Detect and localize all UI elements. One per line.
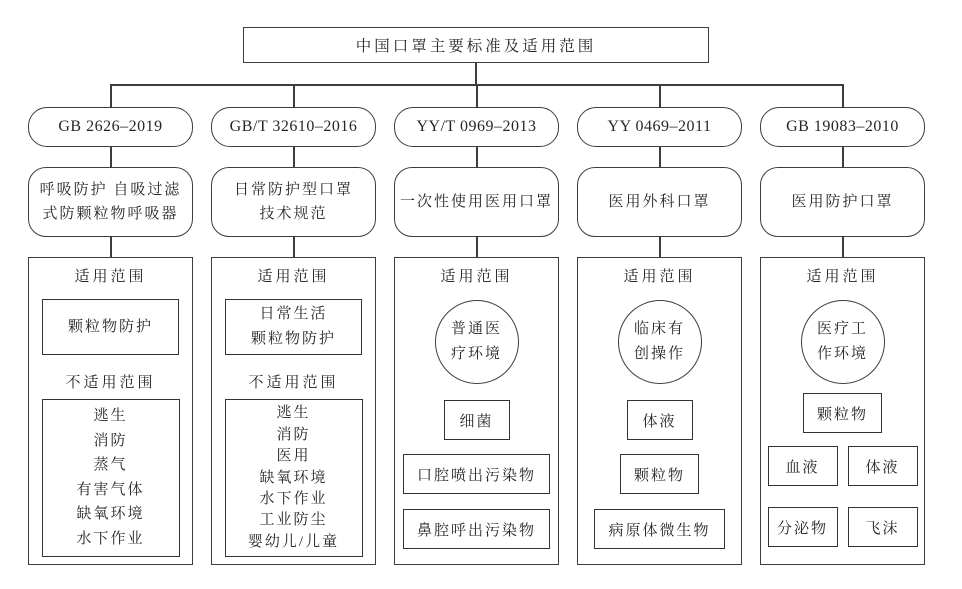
scope-container [577,257,742,565]
protection-item-box: 颗粒物 [620,454,699,494]
column-gb19083 [760,85,925,565]
not-scope-item: 婴幼儿/儿童 [247,533,340,550]
environment-circle [618,300,702,384]
standard-code: YY 0469–2011 [607,118,712,135]
not-scope-label: 不适用范围 [248,375,339,391]
standard-name-box [394,167,559,237]
scope-container [211,257,376,565]
connector-vertical [110,237,112,257]
scope-label: 适用范围 [806,269,879,285]
standards-columns [28,85,925,565]
standard-name-line: 医用外科口罩 [608,194,711,210]
protection-item-box: 分泌物 [768,507,838,547]
standard-name-line: 技术规范 [259,206,328,222]
circle-line: 创操作 [633,346,685,362]
connector-vertical [293,237,295,257]
not-scope-item: 医用 [276,448,311,465]
not-scope-item: 消防 [276,426,311,443]
protection-item-box: 颗粒物 [803,393,882,433]
standard-name-line: 日常防护型口罩 [233,182,353,198]
standard-code-pill [760,107,925,147]
standard-name-line: 式防颗粒物呼吸器 [42,206,179,222]
scope-line: 颗粒物防护 [67,318,153,335]
scope-box [42,299,179,355]
protection-item-box: 体液 [627,400,693,440]
scope-line: 颗粒物防护 [250,331,336,347]
connector-vertical [659,237,661,257]
scope-box [225,299,362,355]
column-gbt32610 [211,85,376,565]
connector-drop [110,85,112,107]
diagram-title: 中国口罩主要标准及适用范围 [355,38,597,55]
standard-name-line: 医用防护口罩 [791,194,894,210]
protection-item-box: 血液 [768,446,838,486]
not-scope-item: 逃生 [93,408,128,425]
connector-vertical [659,147,661,167]
circle-line: 作环境 [816,346,868,362]
circle-line: 普通医 [450,321,502,337]
connector-vertical [476,147,478,167]
column-gb2626 [28,85,193,565]
circle-line: 疗环境 [450,346,502,362]
environment-circle [435,300,519,384]
not-scope-label: 不适用范围 [65,375,156,391]
not-scope-item: 有害气体 [76,481,145,498]
connector-vertical [842,147,844,167]
standard-code-pill [394,107,559,147]
diagram-title-box [243,27,709,63]
standard-code: YY/T 0969–2013 [416,118,537,135]
connector-drop [659,85,661,107]
not-scope-box [42,399,180,557]
scope-label: 适用范围 [440,269,513,285]
connector-vertical [293,147,295,167]
protection-item-box: 鼻腔呼出污染物 [403,509,550,549]
scope-line: 日常生活 [259,306,328,322]
protection-item-box: 体液 [848,446,918,486]
not-scope-item: 蒸气 [93,457,128,474]
not-scope-item: 缺氧环境 [76,506,145,523]
standard-name-box [760,167,925,237]
protection-item-box: 飞沫 [848,507,918,547]
circle-line: 临床有 [633,321,685,337]
standard-name-box [211,167,376,237]
connector-title-drop [475,62,477,85]
scope-label: 适用范围 [74,269,147,285]
standard-name-line: 一次性使用医用口罩 [399,194,553,210]
not-scope-box [225,399,363,557]
standard-code: GB 2626–2019 [58,118,163,135]
standard-code-pill [28,107,193,147]
protection-item-box: 病原体微生物 [594,509,724,549]
standard-code-pill [577,107,742,147]
scope-label: 适用范围 [257,269,330,285]
scope-label: 适用范围 [623,269,696,285]
standard-name-box [577,167,742,237]
protection-item-box: 口腔喷出污染物 [403,454,550,494]
scope-container [394,257,559,565]
not-scope-item: 工业防尘 [259,512,328,529]
standard-name-line: 呼吸防护 自吸过滤 [39,182,182,198]
environment-circle [801,300,885,384]
not-scope-item: 消防 [93,432,128,449]
standard-name-box [28,167,193,237]
connector-drop [842,85,844,107]
connector-drop [476,85,478,107]
standard-code: GB 19083–2010 [786,118,899,135]
scope-container [760,257,925,565]
column-yy0469 [577,85,742,565]
connector-vertical [842,237,844,257]
not-scope-item: 水下作业 [259,490,328,507]
standard-code-pill [211,107,376,147]
connector-vertical [476,237,478,257]
column-yyt0969 [394,85,559,565]
connector-drop [293,85,295,107]
scope-container [28,257,193,565]
not-scope-item: 水下作业 [76,530,145,547]
standard-code: GB/T 32610–2016 [229,118,358,135]
not-scope-item: 逃生 [276,405,311,422]
not-scope-item: 缺氧环境 [259,469,328,486]
protection-item-box: 细菌 [444,400,510,440]
protection-item-grid [768,446,918,547]
circle-line: 医疗工 [816,321,868,337]
connector-vertical [110,147,112,167]
